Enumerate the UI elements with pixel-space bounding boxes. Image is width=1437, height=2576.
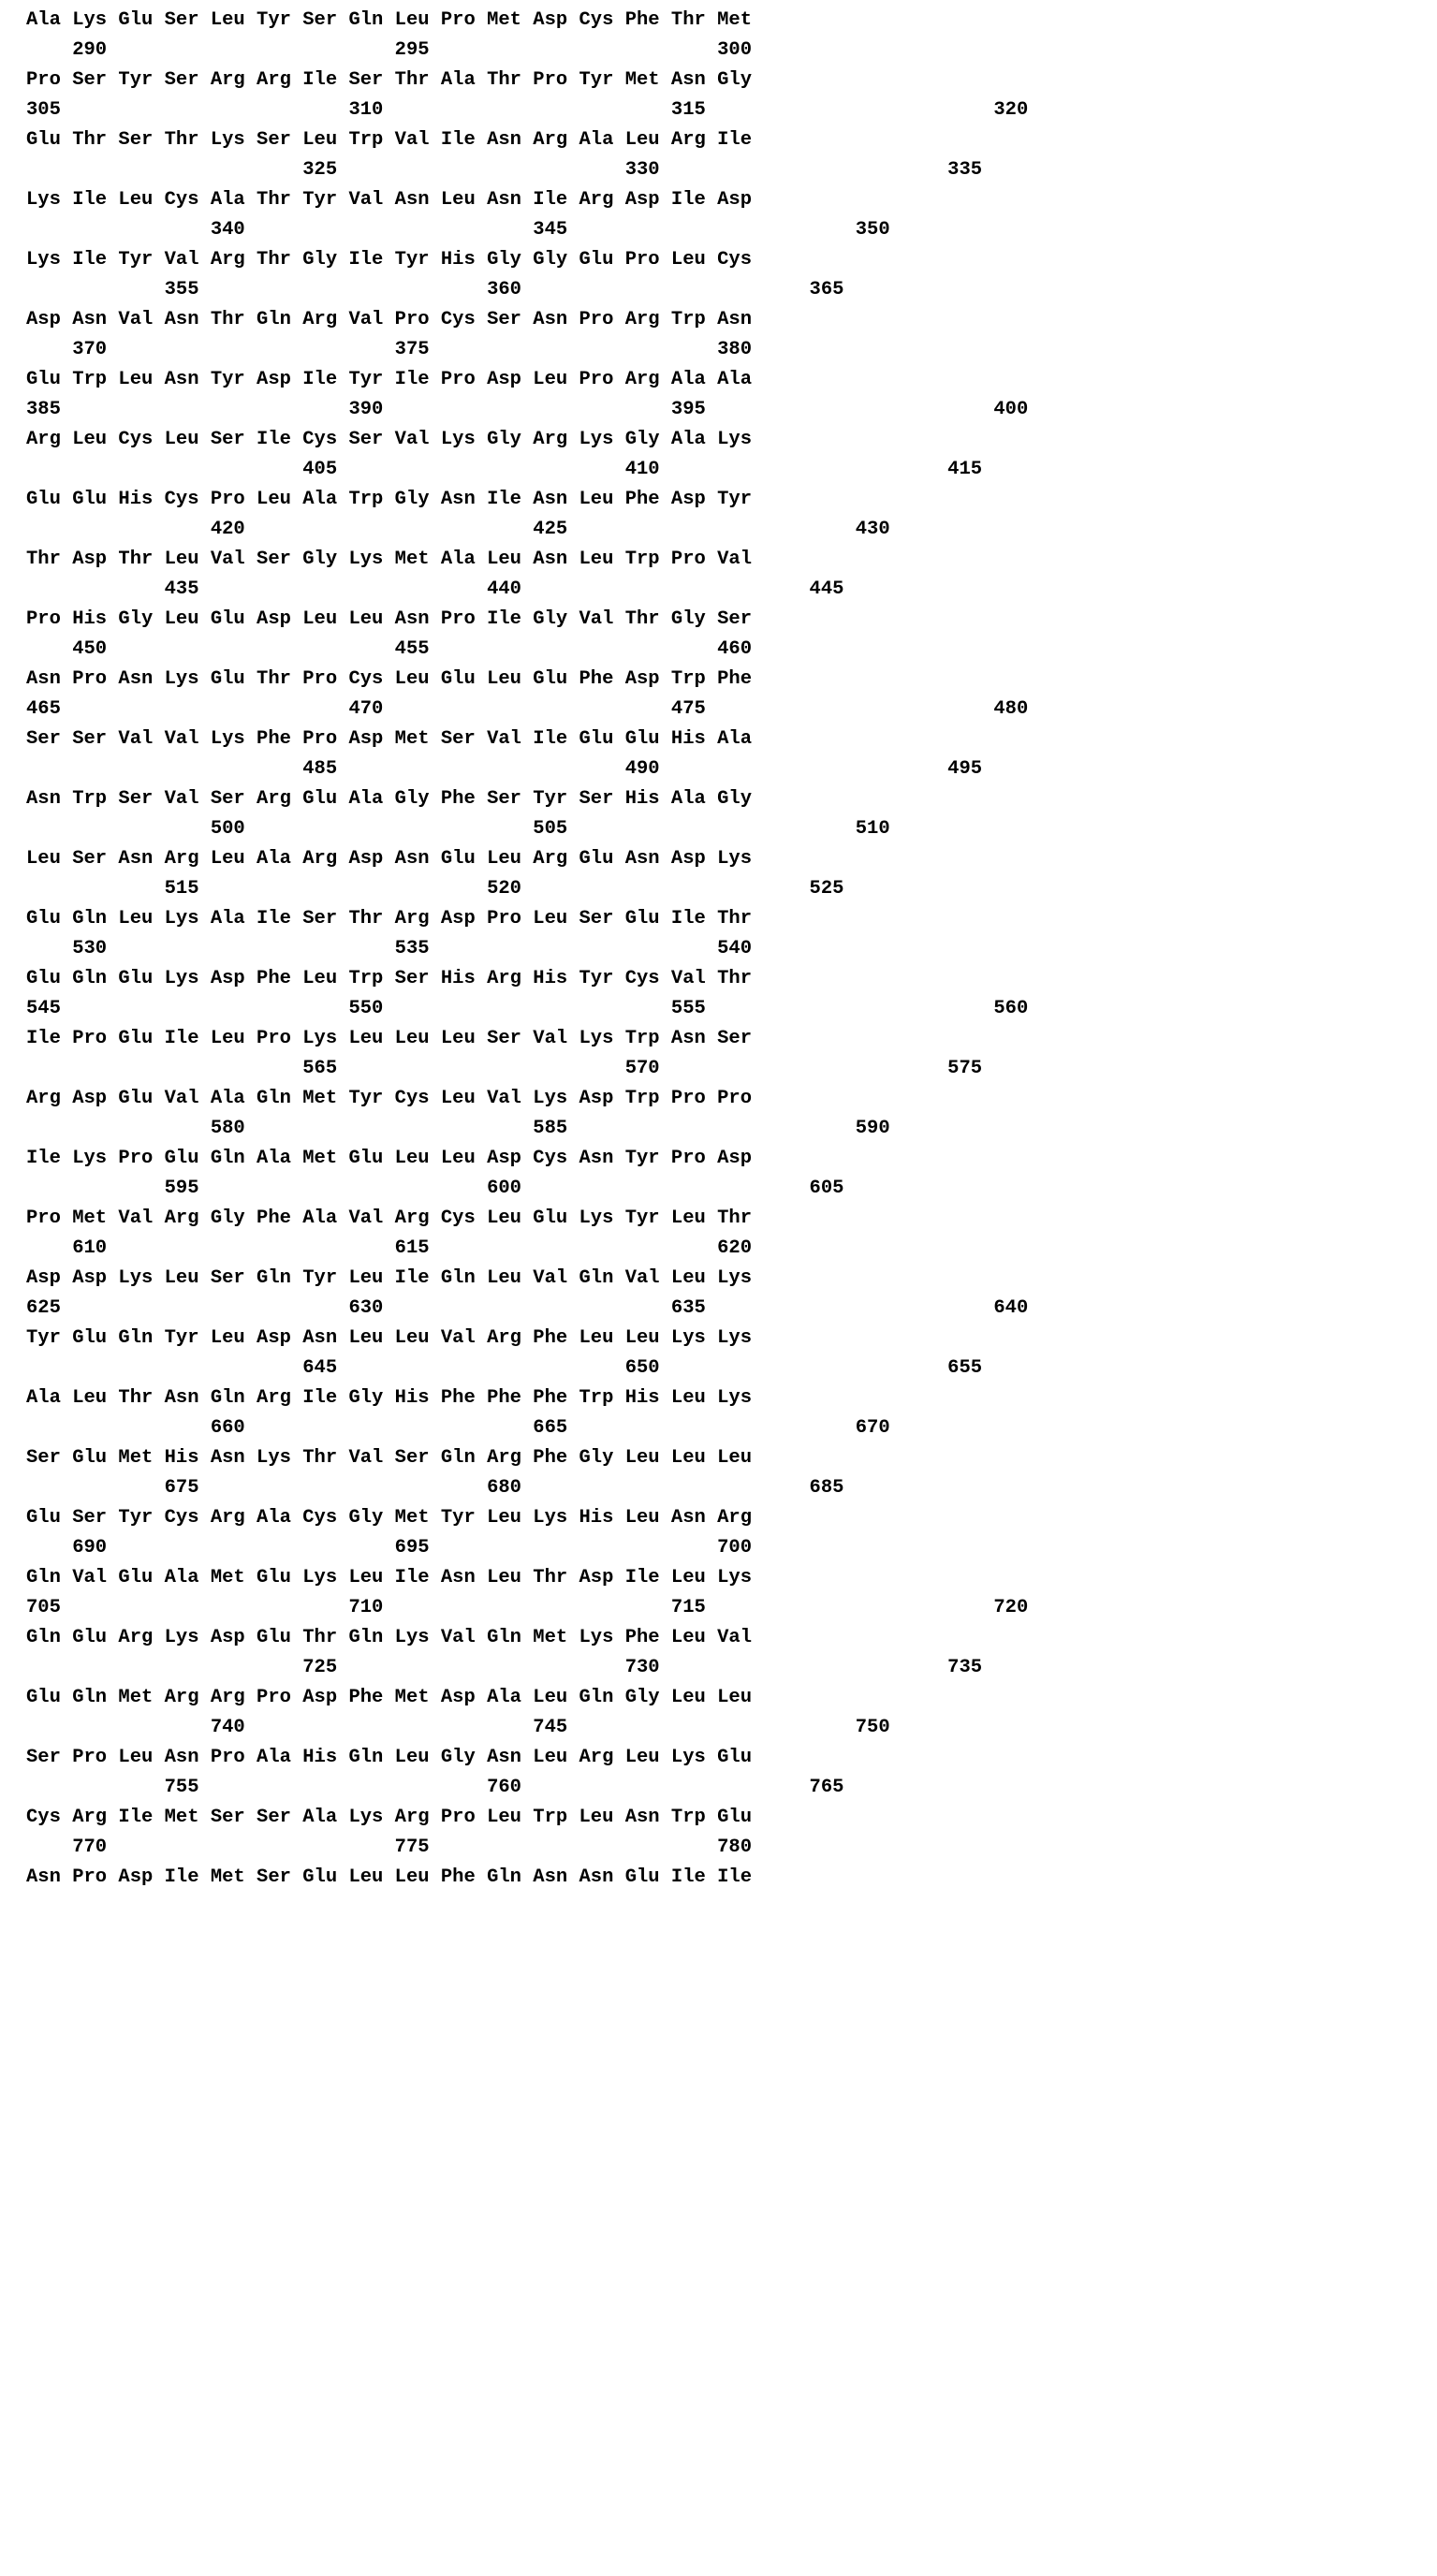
sequence-block xyxy=(26,724,1437,784)
residue-number-line: 500 505 510 xyxy=(26,818,890,840)
residue-number-line: 340 345 350 xyxy=(26,219,890,241)
sequence-block xyxy=(26,904,1437,964)
residue-line: Asn Pro Asn Lys Glu Thr Pro Cys Leu Glu Leu Glu Phe Asp Trp Phe xyxy=(26,668,753,690)
sequence-block xyxy=(26,844,1437,904)
residue-number-line: 405 410 415 xyxy=(26,459,983,480)
residue-number-line: 305 310 315 320 xyxy=(26,99,1029,121)
residue-number-line: 545 550 555 560 xyxy=(26,998,1029,1019)
residue-number-line: 565 570 575 xyxy=(26,1058,983,1079)
residue-number-line: 290 295 300 xyxy=(26,39,753,61)
residue-line: Ala Leu Thr Asn Gln Arg Ile Gly His Phe Phe Phe Trp His Leu Lys xyxy=(26,1387,753,1409)
sequence-block xyxy=(26,1863,1437,1893)
residue-line: Arg Asp Glu Val Ala Gln Met Tyr Cys Leu Val Lys Asp Trp Pro Pro xyxy=(26,1088,753,1109)
residue-number-line: 645 650 655 xyxy=(26,1357,983,1379)
sequence-block xyxy=(26,1264,1437,1324)
residue-line: Glu Gln Leu Lys Ala Ile Ser Thr Arg Asp Pro Leu Ser Glu Ile Thr xyxy=(26,908,753,929)
residue-number-line: 435 440 445 xyxy=(26,578,844,600)
residue-line: Pro Ser Tyr Ser Arg Arg Ile Ser Thr Ala Thr Pro Tyr Met Asn Gly xyxy=(26,69,753,91)
sequence-block xyxy=(26,605,1437,665)
residue-line: Asn Trp Ser Val Ser Arg Glu Ala Gly Phe Ser Tyr Ser His Ala Gly xyxy=(26,788,753,810)
residue-number-line: 370 375 380 xyxy=(26,339,753,360)
residue-line: Cys Arg Ile Met Ser Ser Ala Lys Arg Pro Leu Trp Leu Asn Trp Glu xyxy=(26,1807,753,1828)
residue-line: Ser Ser Val Val Lys Phe Pro Asp Met Ser Val Ile Glu Glu His Ala xyxy=(26,728,753,750)
residue-number-line: 465 470 475 480 xyxy=(26,698,1029,720)
sequence-block xyxy=(26,1084,1437,1144)
residue-line: Leu Ser Asn Arg Leu Ala Arg Asp Asn Glu Leu Arg Glu Asn Asp Lys xyxy=(26,848,753,870)
sequence-block xyxy=(26,1144,1437,1204)
residue-number-line: 530 535 540 xyxy=(26,938,753,959)
residue-line: Glu Gln Glu Lys Asp Phe Leu Trp Ser His Arg His Tyr Cys Val Thr xyxy=(26,968,753,989)
residue-line: Ser Glu Met His Asn Lys Thr Val Ser Gln Arg Phe Gly Leu Leu Leu xyxy=(26,1447,753,1469)
residue-line: Ser Pro Leu Asn Pro Ala His Gln Leu Gly Asn Leu Arg Leu Lys Glu xyxy=(26,1747,753,1768)
sequence-block xyxy=(26,185,1437,245)
sequence-block xyxy=(26,245,1437,305)
residue-number-line: 755 760 765 xyxy=(26,1777,844,1798)
residue-number-line: 725 730 735 xyxy=(26,1657,983,1678)
residue-number-line: 610 615 620 xyxy=(26,1237,753,1259)
sequence-block xyxy=(26,1024,1437,1084)
sequence-block xyxy=(26,425,1437,485)
residue-line: Pro His Gly Leu Glu Asp Leu Leu Asn Pro Ile Gly Val Thr Gly Ser xyxy=(26,608,753,630)
sequence-block xyxy=(26,125,1437,185)
residue-number-line: 325 330 335 xyxy=(26,159,983,181)
residue-line: Ile Lys Pro Glu Gln Ala Met Glu Leu Leu Asp Cys Asn Tyr Pro Asp xyxy=(26,1148,753,1169)
sequence-block xyxy=(26,1324,1437,1383)
residue-line: Tyr Glu Gln Tyr Leu Asp Asn Leu Leu Val Arg Phe Leu Leu Lys Lys xyxy=(26,1327,753,1349)
residue-number-line: 450 455 460 xyxy=(26,638,753,660)
residue-number-line: 485 490 495 xyxy=(26,758,983,780)
residue-number-line: 660 665 670 xyxy=(26,1417,890,1439)
residue-number-line: 675 680 685 xyxy=(26,1477,844,1499)
sequence-block xyxy=(26,1623,1437,1683)
residue-line: Thr Asp Thr Leu Val Ser Gly Lys Met Ala Leu Asn Leu Trp Pro Val xyxy=(26,549,753,570)
residue-number-line: 420 425 430 xyxy=(26,519,890,540)
sequence-block xyxy=(26,66,1437,125)
residue-line: Pro Met Val Arg Gly Phe Ala Val Arg Cys Leu Glu Lys Tyr Leu Thr xyxy=(26,1208,753,1229)
sequence-block xyxy=(26,545,1437,605)
sequence-block xyxy=(26,485,1437,545)
residue-line: Glu Ser Tyr Cys Arg Ala Cys Gly Met Tyr Leu Lys His Leu Asn Arg xyxy=(26,1507,753,1529)
sequence-block xyxy=(26,305,1437,365)
residue-line: Lys Ile Leu Cys Ala Thr Tyr Val Asn Leu Asn Ile Arg Asp Ile Asp xyxy=(26,189,753,211)
residue-line: Ile Pro Glu Ile Leu Pro Lys Leu Leu Leu Ser Val Lys Trp Asn Ser xyxy=(26,1028,753,1049)
residue-line: Asn Pro Asp Ile Met Ser Glu Leu Leu Phe Gln Asn Asn Glu Ile Ile xyxy=(26,1866,753,1888)
residue-number-line: 595 600 605 xyxy=(26,1178,844,1199)
residue-line: Gln Glu Arg Lys Asp Glu Thr Gln Lys Val Gln Met Lys Phe Leu Val xyxy=(26,1627,753,1648)
sequence-block xyxy=(26,665,1437,724)
sequence-block xyxy=(26,365,1437,425)
residue-line: Glu Gln Met Arg Arg Pro Asp Phe Met Asp Ala Leu Gln Gly Leu Leu xyxy=(26,1687,753,1708)
sequence-block xyxy=(26,1683,1437,1743)
residue-line: Glu Glu His Cys Pro Leu Ala Trp Gly Asn Ile Asn Leu Phe Asp Tyr xyxy=(26,489,753,510)
residue-number-line: 740 745 750 xyxy=(26,1717,890,1738)
residue-line: Asp Asp Lys Leu Ser Gln Tyr Leu Ile Gln Leu Val Gln Val Leu Lys xyxy=(26,1267,753,1289)
residue-number-line: 625 630 635 640 xyxy=(26,1297,1029,1319)
residue-line: Lys Ile Tyr Val Arg Thr Gly Ile Tyr His Gly Gly Glu Pro Leu Cys xyxy=(26,249,753,271)
residue-line: Gln Val Glu Ala Met Glu Lys Leu Ile Asn Leu Thr Asp Ile Leu Lys xyxy=(26,1567,753,1588)
residue-number-line: 385 390 395 400 xyxy=(26,399,1029,420)
sequence-block xyxy=(26,6,1437,66)
residue-number-line: 770 775 780 xyxy=(26,1837,753,1858)
residue-line: Glu Trp Leu Asn Tyr Asp Ile Tyr Ile Pro Asp Leu Pro Arg Ala Ala xyxy=(26,369,753,390)
sequence-block xyxy=(26,1743,1437,1803)
residue-number-line: 690 695 700 xyxy=(26,1537,753,1559)
residue-line: Glu Thr Ser Thr Lys Ser Leu Trp Val Ile Asn Arg Ala Leu Arg Ile xyxy=(26,129,753,151)
sequence-block xyxy=(26,964,1437,1024)
residue-number-line: 355 360 365 xyxy=(26,279,844,300)
sequence-block xyxy=(26,1563,1437,1623)
sequence-block xyxy=(26,784,1437,844)
residue-number-line: 705 710 715 720 xyxy=(26,1597,1029,1618)
sequence-block xyxy=(26,1803,1437,1863)
residue-line: Ala Lys Glu Ser Leu Tyr Ser Gln Leu Pro Met Asp Cys Phe Thr Met xyxy=(26,9,753,31)
sequence-block xyxy=(26,1383,1437,1443)
sequence-block xyxy=(26,1503,1437,1563)
sequence-block xyxy=(26,1204,1437,1264)
residue-number-line: 515 520 525 xyxy=(26,878,844,900)
residue-line: Asp Asn Val Asn Thr Gln Arg Val Pro Cys Ser Asn Pro Arg Trp Asn xyxy=(26,309,753,330)
residue-number-line: 580 585 590 xyxy=(26,1118,890,1139)
sequence-block xyxy=(26,1443,1437,1503)
residue-line: Arg Leu Cys Leu Ser Ile Cys Ser Val Lys Gly Arg Lys Gly Ala Lys xyxy=(26,429,753,450)
